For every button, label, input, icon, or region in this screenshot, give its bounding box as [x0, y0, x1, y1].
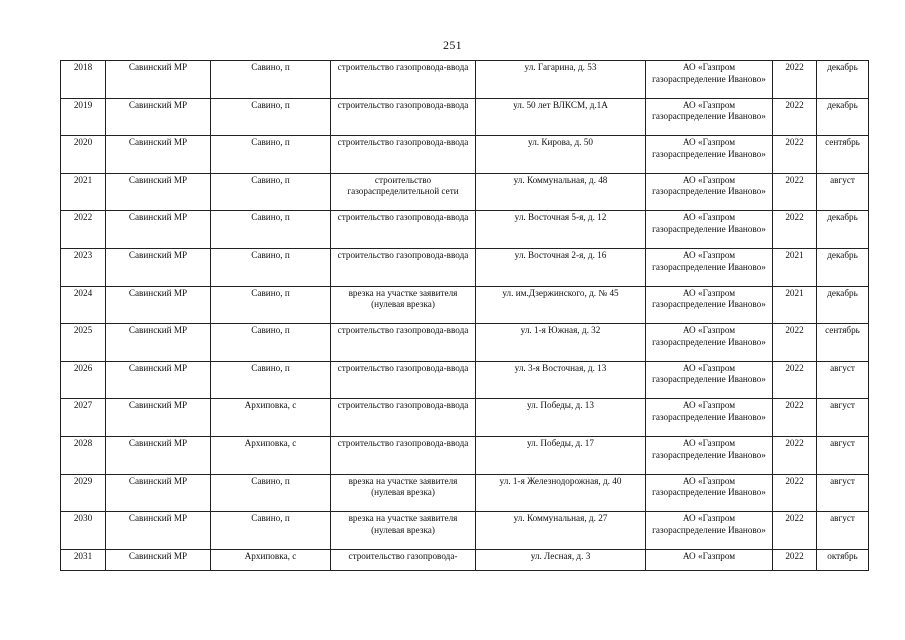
organization-cell: АО «Газпром газораспределение Иваново» [646, 211, 773, 249]
address-cell: ул. им.Дзержинского, д. № 45 [476, 286, 646, 324]
month-cell: декабрь [817, 211, 869, 249]
address-cell: ул. Гагарина, д. 53 [476, 61, 646, 99]
organization-cell: АО «Газпром газораспределение Иваново» [646, 173, 773, 211]
address-cell: ул. 50 лет ВЛКСМ, д.1А [476, 98, 646, 136]
work-type-cell: строительство газораспределительной сети [331, 173, 476, 211]
work-type-cell: строительство газопровода-ввода [331, 98, 476, 136]
locality-cell: Савино, п [211, 474, 331, 512]
row-number-cell: 2024 [61, 286, 106, 324]
locality-cell: Савино, п [211, 248, 331, 286]
work-type-cell: строительство газопровода-ввода [331, 324, 476, 362]
work-type-cell: строительство газопровода-ввода [331, 436, 476, 474]
organization-cell: АО «Газпром газораспределение Иваново» [646, 248, 773, 286]
organization-cell: АО «Газпром газораспределение Иваново» [646, 286, 773, 324]
organization-cell: АО «Газпром [646, 549, 773, 570]
row-number-cell: 2019 [61, 98, 106, 136]
work-type-cell: строительство газопровода-ввода [331, 61, 476, 99]
month-cell: декабрь [817, 248, 869, 286]
month-cell: август [817, 474, 869, 512]
year-cell: 2022 [773, 549, 817, 570]
registry-table-body [61, 61, 869, 571]
year-cell: 2022 [773, 436, 817, 474]
month-cell: сентябрь [817, 324, 869, 362]
row-number-cell: 2030 [61, 512, 106, 550]
table-row [61, 361, 869, 399]
table-row [61, 324, 869, 362]
row-number-cell: 2029 [61, 474, 106, 512]
address-cell: ул. Восточная 2-я, д. 16 [476, 248, 646, 286]
address-cell: ул. 1-я Железнодорожная, д. 40 [476, 474, 646, 512]
year-cell: 2022 [773, 136, 817, 174]
organization-cell: АО «Газпром газораспределение Иваново» [646, 512, 773, 550]
year-cell: 2022 [773, 512, 817, 550]
work-type-cell: строительство газопровода-ввода [331, 248, 476, 286]
locality-cell: Савино, п [211, 173, 331, 211]
work-type-cell: строительство газопровода-ввода [331, 361, 476, 399]
district-cell: Савинский МР [106, 173, 211, 211]
district-cell: Савинский МР [106, 211, 211, 249]
table-row [61, 286, 869, 324]
table-row [61, 248, 869, 286]
district-cell: Савинский МР [106, 549, 211, 570]
month-cell: октябрь [817, 549, 869, 570]
address-cell: ул. Коммунальная, д. 27 [476, 512, 646, 550]
work-type-cell: врезка на участке заявителя (нулевая врезка) [331, 286, 476, 324]
district-cell: Савинский МР [106, 324, 211, 362]
year-cell: 2022 [773, 211, 817, 249]
locality-cell: Савино, п [211, 286, 331, 324]
organization-cell: АО «Газпром газораспределение Иваново» [646, 98, 773, 136]
organization-cell: АО «Газпром газораспределение Иваново» [646, 324, 773, 362]
year-cell: 2022 [773, 399, 817, 437]
organization-cell: АО «Газпром газораспределение Иваново» [646, 136, 773, 174]
locality-cell: Савино, п [211, 136, 331, 174]
year-cell: 2022 [773, 61, 817, 99]
year-cell: 2022 [773, 324, 817, 362]
row-number-cell: 2023 [61, 248, 106, 286]
row-number-cell: 2018 [61, 61, 106, 99]
month-cell: август [817, 436, 869, 474]
locality-cell: Савино, п [211, 98, 331, 136]
locality-cell: Савино, п [211, 361, 331, 399]
organization-cell: АО «Газпром газораспределение Иваново» [646, 436, 773, 474]
district-cell: Савинский МР [106, 474, 211, 512]
district-cell: Савинский МР [106, 361, 211, 399]
work-type-cell: врезка на участке заявителя (нулевая врезка) [331, 512, 476, 550]
address-cell: ул. Лесная, д. 3 [476, 549, 646, 570]
table-row [61, 61, 869, 99]
district-cell: Савинский МР [106, 61, 211, 99]
address-cell: ул. Победы, д. 17 [476, 436, 646, 474]
month-cell: декабрь [817, 61, 869, 99]
organization-cell: АО «Газпром газораспределение Иваново» [646, 399, 773, 437]
table-row [61, 399, 869, 437]
district-cell: Савинский МР [106, 399, 211, 437]
work-type-cell: врезка на участке заявителя (нулевая врезка) [331, 474, 476, 512]
address-cell: ул. 1-я Южная, д. 32 [476, 324, 646, 362]
work-type-cell: строительство газопровода-ввода [331, 399, 476, 437]
year-cell: 2022 [773, 361, 817, 399]
locality-cell: Архиповка, с [211, 399, 331, 437]
row-number-cell: 2028 [61, 436, 106, 474]
month-cell: декабрь [817, 98, 869, 136]
table-row [61, 173, 869, 211]
locality-cell: Архиповка, с [211, 436, 331, 474]
year-cell: 2021 [773, 248, 817, 286]
district-cell: Савинский МР [106, 436, 211, 474]
locality-cell: Савино, п [211, 512, 331, 550]
locality-cell: Архиповка, с [211, 549, 331, 570]
page-number: 251 [443, 38, 462, 52]
table-row [61, 436, 869, 474]
row-number-cell: 2020 [61, 136, 106, 174]
organization-cell: АО «Газпром газораспределение Иваново» [646, 361, 773, 399]
district-cell: Савинский МР [106, 248, 211, 286]
district-cell: Савинский МР [106, 286, 211, 324]
locality-cell: Савино, п [211, 324, 331, 362]
month-cell: август [817, 173, 869, 211]
month-cell: сентябрь [817, 136, 869, 174]
year-cell: 2022 [773, 474, 817, 512]
month-cell: декабрь [817, 286, 869, 324]
table-row [61, 211, 869, 249]
row-number-cell: 2025 [61, 324, 106, 362]
month-cell: август [817, 361, 869, 399]
district-cell: Савинский МР [106, 512, 211, 550]
address-cell: ул. Коммунальная, д. 48 [476, 173, 646, 211]
registry-table [60, 60, 869, 571]
table-row [61, 98, 869, 136]
row-number-cell: 2021 [61, 173, 106, 211]
organization-cell: АО «Газпром газораспределение Иваново» [646, 474, 773, 512]
year-cell: 2021 [773, 286, 817, 324]
row-number-cell: 2031 [61, 549, 106, 570]
table-row [61, 474, 869, 512]
row-number-cell: 2027 [61, 399, 106, 437]
table-row [61, 549, 869, 570]
year-cell: 2022 [773, 98, 817, 136]
locality-cell: Савино, п [211, 61, 331, 99]
work-type-cell: строительство газопровода-ввода [331, 211, 476, 249]
table-row [61, 136, 869, 174]
address-cell: ул. 3-я Восточная, д. 13 [476, 361, 646, 399]
address-cell: ул. Восточная 5-я, д. 12 [476, 211, 646, 249]
district-cell: Савинский МР [106, 98, 211, 136]
table-row [61, 512, 869, 550]
row-number-cell: 2026 [61, 361, 106, 399]
row-number-cell: 2022 [61, 211, 106, 249]
work-type-cell: строительство газопровода-ввода [331, 136, 476, 174]
year-cell: 2022 [773, 173, 817, 211]
address-cell: ул. Победы, д. 13 [476, 399, 646, 437]
month-cell: август [817, 512, 869, 550]
organization-cell: АО «Газпром газораспределение Иваново» [646, 61, 773, 99]
work-type-cell: строительство газопровода- [331, 549, 476, 570]
district-cell: Савинский МР [106, 136, 211, 174]
address-cell: ул. Кирова, д. 50 [476, 136, 646, 174]
locality-cell: Савино, п [211, 211, 331, 249]
month-cell: август [817, 399, 869, 437]
